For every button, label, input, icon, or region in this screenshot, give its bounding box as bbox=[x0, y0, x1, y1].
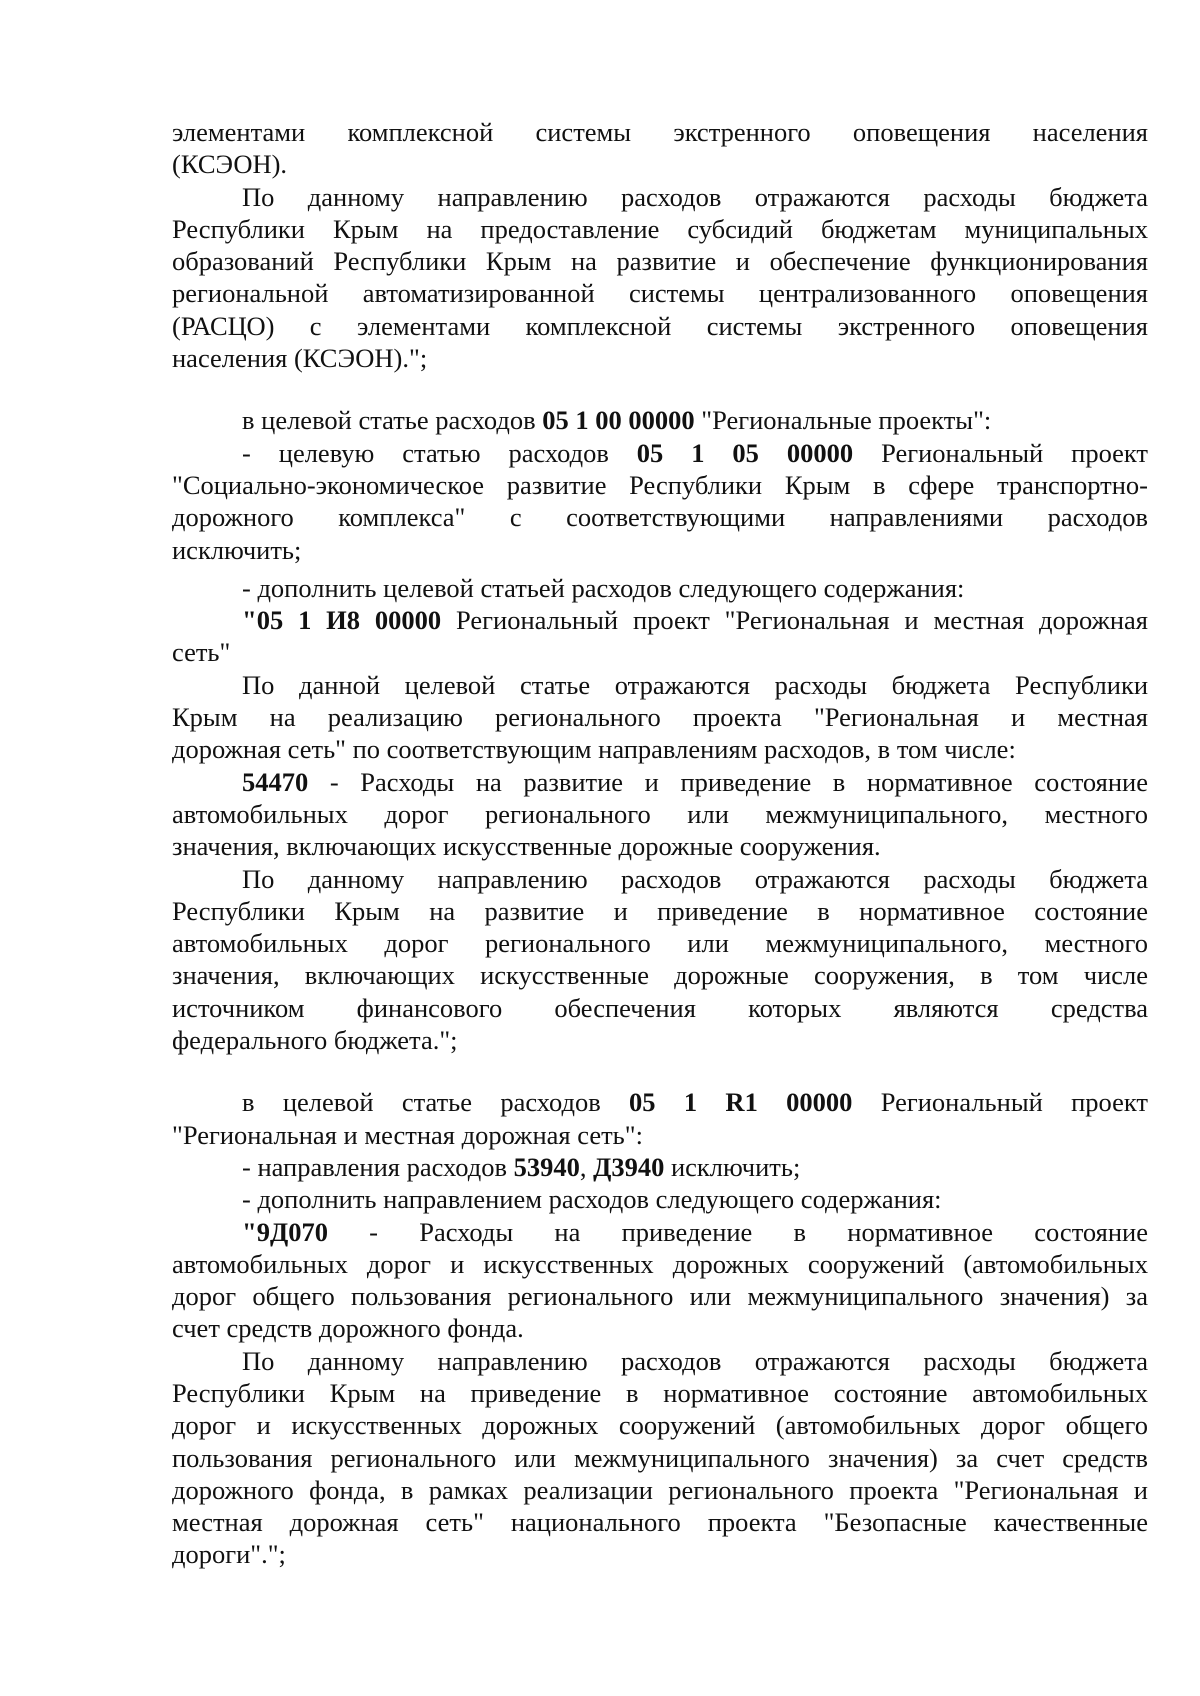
text-line bbox=[172, 895, 1148, 927]
text-run: Региональный проект "Региональная и местная дорожная bbox=[441, 605, 1148, 636]
text-run: - Расходы на приведение в нормативное состояние bbox=[327, 1216, 1148, 1247]
text-run: исключить; bbox=[664, 1151, 801, 1182]
text-run: Крым на реализацию регионального проекта "Региональная и местная bbox=[172, 702, 1148, 733]
text-run: в целевой статье расходов bbox=[242, 405, 543, 436]
text-line bbox=[172, 863, 1148, 895]
text-run: пользования регионального или межмуниципального значения) за счет средств bbox=[172, 1442, 1148, 1473]
text-line bbox=[172, 1280, 1148, 1312]
text-line bbox=[172, 701, 1148, 733]
paragraph bbox=[172, 572, 1148, 604]
paragraph bbox=[172, 404, 1148, 436]
text-line bbox=[172, 181, 1148, 213]
text-run: , bbox=[579, 1151, 594, 1182]
text-line bbox=[172, 277, 1148, 309]
text-run: Республики Крым на предоставление субсидий бюджетам муниципальных bbox=[172, 213, 1148, 244]
text-run: (КСЭОН). bbox=[172, 149, 288, 180]
text-line bbox=[172, 1506, 1148, 1538]
document-body bbox=[172, 116, 1148, 1571]
text-line bbox=[172, 959, 1148, 991]
paragraph bbox=[172, 116, 1148, 181]
text-line bbox=[172, 927, 1148, 959]
text-line bbox=[172, 572, 1148, 604]
text-run: По данному направлению расходов отражаются расходы бюджета bbox=[242, 181, 1148, 212]
text-line bbox=[172, 245, 1148, 277]
text-line bbox=[172, 1151, 1148, 1183]
text-line bbox=[172, 1024, 1148, 1056]
text-run: значения, включающих искусственные дорожные сооружения. bbox=[172, 831, 881, 862]
paragraph bbox=[172, 1345, 1148, 1571]
paragraph bbox=[172, 437, 1148, 566]
paragraph bbox=[172, 604, 1148, 669]
text-line bbox=[172, 1216, 1148, 1248]
text-line bbox=[172, 1312, 1148, 1344]
text-run: - целевую статью расходов bbox=[242, 437, 637, 468]
text-line bbox=[172, 1086, 1148, 1118]
paragraph bbox=[172, 1086, 1148, 1151]
text-line bbox=[172, 1183, 1148, 1215]
text-run: - дополнить целевой статьей расходов следующего содержания: bbox=[242, 572, 965, 603]
text-run: автомобильных дорог и искусственных дорожных сооружений (автомобильных bbox=[172, 1248, 1148, 1279]
text-run: дороги"."; bbox=[172, 1539, 286, 1570]
text-run: федерального бюджета."; bbox=[172, 1025, 458, 1056]
bold-code: "05 1 И8 00000 bbox=[242, 605, 442, 636]
text-line bbox=[172, 116, 1148, 148]
text-line bbox=[172, 1119, 1148, 1151]
text-run: значения, включающих искусственные дорожные сооружения, в том числе bbox=[172, 960, 1148, 991]
text-line bbox=[172, 733, 1148, 765]
bold-code: 05 1 R1 00000 bbox=[629, 1087, 853, 1118]
text-run: региональной автоматизированной системы централизованного оповещения bbox=[172, 278, 1148, 309]
text-run: местная дорожная сеть" национального проекта "Безопасные качественные bbox=[172, 1507, 1148, 1538]
text-run: исключить; bbox=[172, 534, 302, 565]
text-line bbox=[172, 148, 1148, 180]
text-line bbox=[172, 669, 1148, 701]
paragraph-gap bbox=[172, 374, 1148, 404]
paragraph bbox=[172, 766, 1148, 863]
text-line bbox=[172, 636, 1148, 668]
text-run: Региональный проект bbox=[852, 1087, 1148, 1118]
paragraph bbox=[172, 1183, 1148, 1215]
text-run: автомобильных дорог регионального или межмуниципального, местного bbox=[172, 798, 1148, 829]
text-line bbox=[172, 830, 1148, 862]
text-line bbox=[172, 501, 1148, 533]
text-run: сеть" bbox=[172, 637, 231, 668]
text-run: "Региональная и местная дорожная сеть": bbox=[172, 1119, 643, 1150]
text-line bbox=[172, 213, 1148, 245]
text-run: в целевой статье расходов bbox=[242, 1087, 630, 1118]
text-run: населения (КСЭОН)."; bbox=[172, 343, 428, 374]
text-line bbox=[172, 404, 1148, 436]
text-line bbox=[172, 342, 1148, 374]
text-line bbox=[172, 1377, 1148, 1409]
paragraph-gap bbox=[172, 1056, 1148, 1086]
text-run: дорожного комплекса" с соответствующими направлениями расходов bbox=[172, 502, 1148, 533]
text-run: - направления расходов bbox=[242, 1151, 514, 1182]
text-run: По данному направлению расходов отражаются расходы бюджета bbox=[242, 1345, 1148, 1376]
text-run: дорожная сеть" по соответствующим направлениям расходов, в том числе: bbox=[172, 734, 1016, 765]
text-run: По данному направлению расходов отражаются расходы бюджета bbox=[242, 863, 1148, 894]
text-line bbox=[172, 1345, 1148, 1377]
text-run: "Региональные проекты": bbox=[694, 405, 992, 436]
text-run: автомобильных дорог регионального или межмуниципального, местного bbox=[172, 928, 1148, 959]
text-line bbox=[172, 1474, 1148, 1506]
bold-code: 54470 bbox=[242, 766, 309, 797]
text-run: (РАСЦО) с элементами комплексной системы экстренного оповещения bbox=[172, 310, 1148, 341]
bold-code: 53940 bbox=[513, 1151, 580, 1182]
text-run: Региональный проект bbox=[853, 437, 1148, 468]
bold-code: 05 1 05 00000 bbox=[636, 437, 854, 468]
text-line bbox=[172, 437, 1148, 469]
text-run: счет средств дорожного фонда. bbox=[172, 1313, 524, 1344]
text-line bbox=[172, 766, 1148, 798]
text-run: образований Республики Крым на развитие и обеспечение функционирования bbox=[172, 246, 1148, 277]
text-run: Республики Крым на развитие и приведение в нормативное состояние bbox=[172, 895, 1148, 926]
text-run: дорог и искусственных дорожных сооружений (автомобильных дорог общего bbox=[172, 1410, 1148, 1441]
bold-code: "9Д070 bbox=[242, 1216, 328, 1247]
bold-code: 05 1 00 00000 bbox=[542, 405, 695, 436]
text-run: "Социально-экономическое развитие Республики Крым в сфере транспортно- bbox=[172, 469, 1148, 500]
text-line bbox=[172, 469, 1148, 501]
paragraph bbox=[172, 1216, 1148, 1345]
text-line bbox=[172, 604, 1148, 636]
text-run: дорожного фонда, в рамках реализации регионального проекта "Региональная и bbox=[172, 1474, 1148, 1505]
text-run: Республики Крым на приведение в нормативное состояние автомобильных bbox=[172, 1377, 1148, 1408]
bold-code: Д3940 bbox=[593, 1151, 665, 1182]
text-run: По данной целевой статье отражаются расходы бюджета Республики bbox=[242, 669, 1148, 700]
text-line bbox=[172, 1442, 1148, 1474]
text-line bbox=[172, 1409, 1148, 1441]
paragraph bbox=[172, 863, 1148, 1057]
text-line bbox=[172, 798, 1148, 830]
text-line bbox=[172, 1248, 1148, 1280]
text-line bbox=[172, 1538, 1148, 1570]
text-line bbox=[172, 992, 1148, 1024]
text-run: источником финансового обеспечения которых являются средства bbox=[172, 992, 1148, 1023]
text-run: - Расходы на развитие и приведение в нормативное состояние bbox=[308, 766, 1148, 797]
text-line bbox=[172, 310, 1148, 342]
paragraph bbox=[172, 669, 1148, 766]
text-run: - дополнить направлением расходов следующего содержания: bbox=[242, 1184, 942, 1215]
paragraph bbox=[172, 1151, 1148, 1183]
text-run: элементами комплексной системы экстренного оповещения населения bbox=[172, 117, 1148, 147]
paragraph bbox=[172, 181, 1148, 375]
text-line bbox=[172, 534, 1148, 566]
text-run: дорог общего пользования регионального или межмуниципального значения) за bbox=[172, 1281, 1148, 1312]
